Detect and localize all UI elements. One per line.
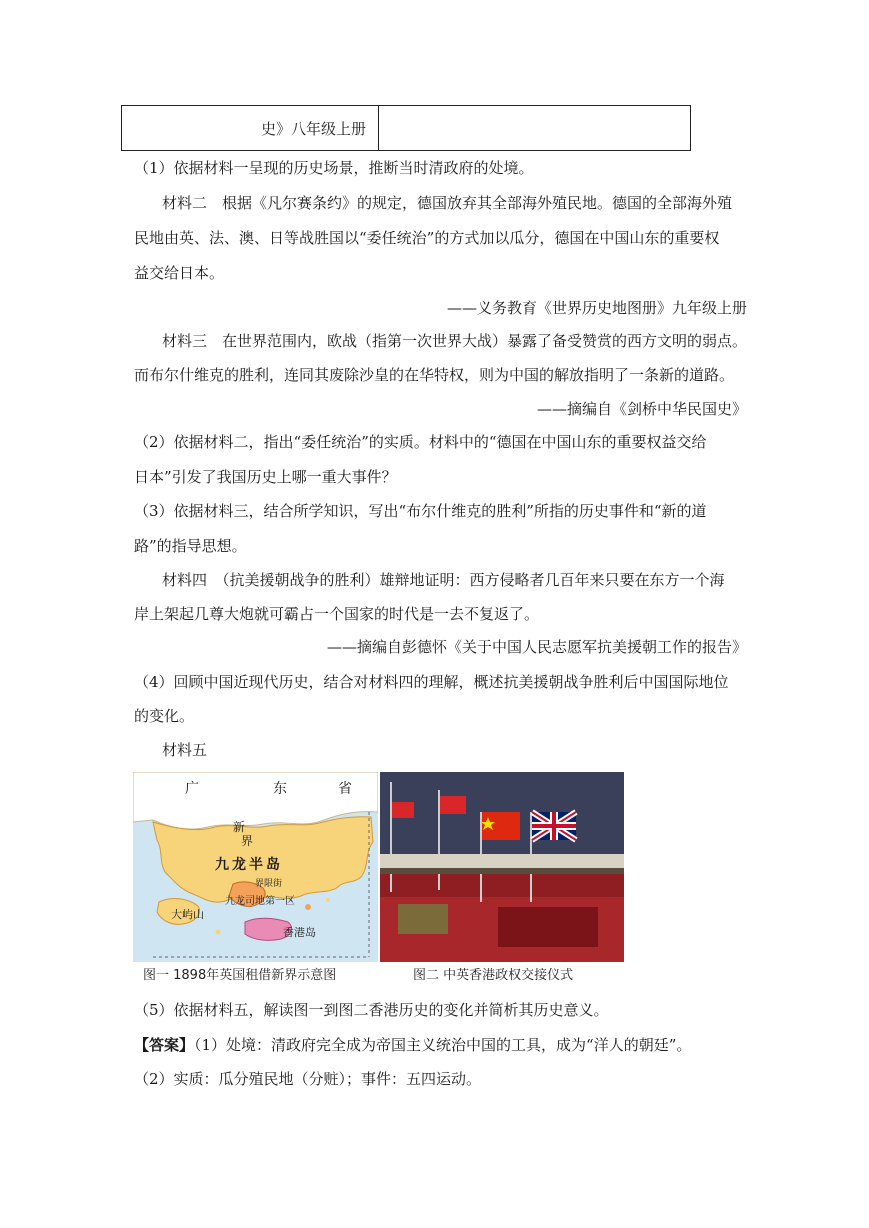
answer-line-2: （2）实质：瓜分殖民地（分赃）；事件：五四运动。 <box>134 1070 482 1088</box>
material-5-figures <box>133 772 624 984</box>
source-3: ——摘编自彭德怀《关于中国人民志愿军抗美援朝工作的报告》 <box>326 638 747 656</box>
table-cell-text: 史》八年级上册 <box>122 106 379 150</box>
question-4-line-1: （4）回顾中国近现代历史，结合对材料四的理解，概述抗美援朝战争胜利后中国国际地位 <box>134 673 729 691</box>
handover-ceremony-photo <box>380 772 624 962</box>
question-2-line-1: （2）依据材料二，指出“委任统治”的实质。材料中的“德国在中国山东的重要权益交给 <box>134 433 707 451</box>
hong-kong-map-image <box>133 772 378 962</box>
map-label-boundary-street: 界限街 <box>255 879 283 889</box>
map-label-guang: 广 <box>185 781 199 797</box>
material-4-line-1: 材料四 （抗美援朝战争的胜利）雄辩地证明：西方侵略者几百年来只要在东方一个海 <box>162 571 725 589</box>
map-label-kowloon-peninsula: 九龙半岛 <box>215 857 283 873</box>
answer-label: 【答案】 <box>134 1036 195 1054</box>
material-5-label: 材料五 <box>162 741 208 759</box>
answer-1-text: （1）处境：清政府完全成为帝国主义统治中国的工具，成为“洋人的朝廷”。 <box>194 1036 692 1054</box>
question-3-line-2: 路”的指导思想。 <box>134 537 247 555</box>
material-2-line-1: 材料二 根据《凡尔赛条约》的规定，德国放弃其全部海外殖民地。德国的全部海外殖 <box>162 194 733 212</box>
map-label-lantau: 大屿山 <box>171 908 204 921</box>
question-3-line-1: （3）依据材料三，结合所学知识，写出“布尔什维克的胜利”所指的历史事件和“新的道 <box>134 502 707 520</box>
map-label-dong: 东 <box>273 781 287 797</box>
map-label-hk-island: 香港岛 <box>283 926 316 939</box>
material-3-line-2: 而布尔什维克的胜利，连同其废除沙皇的在华特权，则为中国的解放指明了一条新的道路。 <box>134 366 735 384</box>
map-label-xin: 新 <box>233 820 246 834</box>
material-2-line-3: 益交给日本。 <box>134 264 225 282</box>
question-5: （5）依据材料五，解读图一到图二香港历史的变化并简析其历史意义。 <box>134 1001 609 1019</box>
question-4-line-2: 的变化。 <box>134 707 195 725</box>
figure-1-caption: 图一 1898年英国租借新界示意图 <box>143 968 337 983</box>
source-1: ——义务教育《世界历史地图册》九年级上册 <box>446 299 747 317</box>
material-4-line-2: 岸上架起几尊大炮就可霸占一个国家的时代是一去不复返了。 <box>134 605 540 623</box>
question-1: （1）依据材料一呈现的历史场景，推断当时清政府的处境。 <box>134 159 534 177</box>
material-3-line-1: 材料三 在世界范围内，欧战（指第一次世界大战）暴露了备受赞赏的西方文明的弱点。 <box>162 332 748 350</box>
header-table <box>121 105 691 151</box>
material-2-line-2: 民地由英、法、澳、日等战胜国以“委任统治”的方式加以瓜分，德国在中国山东的重要权 <box>134 229 720 247</box>
source-2: ——摘编自《剑桥中华民国史》 <box>536 400 747 418</box>
table-cell-empty <box>379 106 690 150</box>
answer-line-1 <box>134 1035 691 1055</box>
map-label-kowloon-district: 九龙司地第一区 <box>225 896 295 907</box>
map-label-sheng: 省 <box>338 781 352 797</box>
question-2-line-2: 日本”引发了我国历史上哪一重大事件？ <box>134 468 397 486</box>
map-label-jie: 界 <box>241 834 254 848</box>
figure-2-caption: 图二 中英香港政权交接仪式 <box>413 968 574 983</box>
